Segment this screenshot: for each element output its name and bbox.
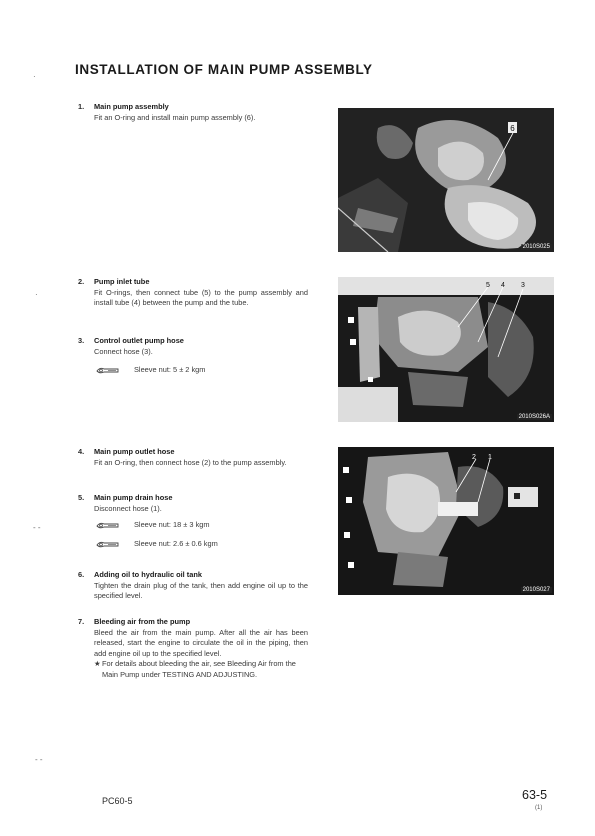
footer-page-number: 63-5 (522, 788, 548, 802)
step-heading: Main pump drain hose (94, 493, 173, 502)
torque-value: Sleeve nut: 18 ± 3 kgm (134, 520, 210, 530)
note-text: For details about bleeding the air, see Bleeding Air from the Main Pump under TESTING AND ADJUSTING. (102, 659, 296, 679)
step-heading: Pump inlet tube (94, 277, 150, 286)
torque-wrench-icon (96, 521, 120, 530)
photo-image (338, 108, 554, 252)
step-number: 4. (78, 447, 85, 456)
step-number: 3. (78, 336, 85, 345)
margin-mark: - - (33, 523, 41, 532)
step-heading: Main pump assembly (94, 102, 169, 111)
step-adding-oil (78, 570, 308, 602)
footer-model: PC60-5 (102, 796, 133, 806)
margin-mark: · (33, 72, 36, 81)
step-pump-inlet-tube (78, 277, 308, 309)
photo-image (338, 277, 554, 422)
torque-value: Sleeve nut: 5 ± 2 kgm (134, 365, 206, 375)
step-body: Disconnect hose (1). (94, 503, 162, 513)
photo-code: 2010S025 (522, 244, 550, 250)
step-number: 2. (78, 277, 85, 286)
step-body: Connect hose (3). (94, 346, 153, 356)
torque-spec (94, 539, 308, 550)
photo-pump-inlet-tube (338, 277, 554, 422)
step-body: Fit an O-ring, then connect hose (2) to the pump assembly. (94, 457, 287, 467)
step-heading: Control outlet pump hose (94, 336, 184, 345)
photo-code: 2010S027 (522, 587, 550, 593)
callout-label: 6 (510, 124, 515, 133)
torque-wrench-icon (96, 366, 120, 375)
margin-mark: - - (35, 755, 43, 764)
step-number: 1. (78, 102, 85, 111)
step-main-pump-outlet-hose (78, 447, 308, 468)
step-number: 5. (78, 493, 85, 502)
step-main-pump-drain-hose (78, 493, 308, 549)
step-heading: Main pump outlet hose (94, 447, 175, 456)
torque-spec (94, 520, 308, 531)
torque-value: Sleeve nut: 2.6 ± 0.6 kgm (134, 538, 218, 548)
callout-label: 4 (501, 282, 505, 289)
step-control-outlet-pump-hose (78, 336, 308, 376)
step-main-pump-assembly (78, 102, 308, 123)
step-number: 7. (78, 617, 85, 626)
page-title: INSTALLATION OF MAIN PUMP ASSEMBLY (75, 62, 373, 77)
step-body: Bleed the air from the main pump. After all the air has been released, start the engine to circulate the oil in the piping, then add engine oil up to the specified level. (94, 627, 308, 658)
callout-label: 3 (521, 282, 525, 289)
step-heading: Bleeding air from the pump (94, 617, 191, 626)
margin-mark: · (35, 290, 38, 299)
step-body: Fit O-rings, then connect tube (5) to the pump assembly and install tube (4) between the pump and the tube. (94, 287, 308, 308)
callout-label: 2 (472, 454, 476, 461)
torque-spec (94, 365, 308, 376)
step-heading: Adding oil to hydraulic oil tank (94, 570, 202, 579)
step-body: Fit an O-ring and install main pump assembly (6). (94, 112, 256, 122)
step-number: 6. (78, 570, 85, 579)
footer-revision: (1) (535, 805, 543, 811)
photo-image (338, 447, 554, 595)
note-star-icon: ★ (94, 659, 101, 669)
torque-wrench-icon (96, 540, 120, 549)
step-body: Tighten the drain plug of the tank, then add engine oil up to the specified level. (94, 580, 308, 601)
callout-label: 1 (488, 454, 492, 461)
callout-label: 5 (486, 282, 490, 289)
photo-main-pump (338, 108, 554, 252)
photo-main-pump-hoses (338, 447, 554, 595)
photo-code: 2010S026A (518, 414, 550, 420)
step-bleeding-air (78, 617, 308, 681)
step-note (94, 659, 308, 680)
